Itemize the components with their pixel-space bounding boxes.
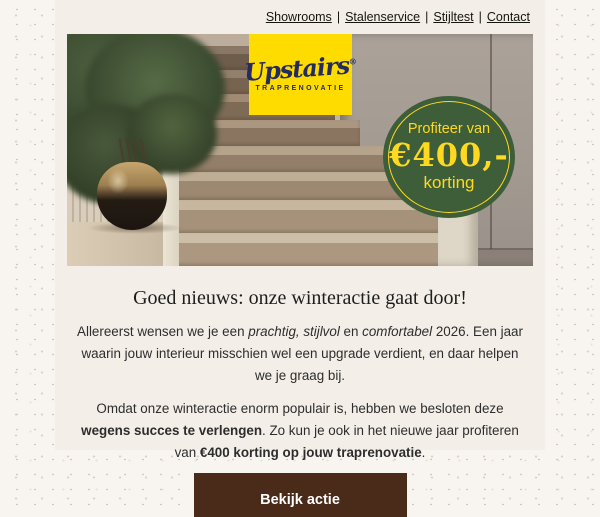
brand-logo-wordmark: Upstairs® bbox=[243, 50, 357, 87]
intro-paragraph: Allereerst wensen we je een prachtig, stijlvol en comfortabel 2026. Een jaar waarin jouw interieur misschien wel een upgrade verdient, en daar helpen we je graag bij. bbox=[77, 324, 523, 383]
staircase-step bbox=[174, 172, 420, 200]
nav-separator: | bbox=[478, 10, 482, 24]
discount-badge-line1: Profiteer van bbox=[407, 121, 491, 138]
email-container bbox=[55, 0, 545, 508]
discount-badge-ring bbox=[388, 101, 510, 213]
nav-separator: | bbox=[336, 10, 341, 24]
nav-link-stalenservice[interactable]: Stalenservice bbox=[345, 10, 421, 24]
discount-badge-line2: korting bbox=[423, 173, 475, 193]
promo-paragraph: Omdat onze winteractie enorm populair is, hebben we besloten deze wegens succes te verlengen. Zo kun je ook in het nieuwe jaar profiteren van €400 korting op jouw traprenovatie. bbox=[81, 401, 519, 460]
staircase-step bbox=[170, 200, 440, 233]
discount-badge bbox=[383, 96, 515, 218]
staircase-step bbox=[168, 233, 445, 266]
plant-pot bbox=[97, 162, 167, 230]
nav-link-stijltest[interactable]: Stijltest bbox=[433, 10, 474, 24]
nav-link-showrooms[interactable]: Showrooms bbox=[265, 10, 332, 24]
registered-trademark-icon: ® bbox=[348, 56, 357, 67]
view-promotion-button[interactable]: Bekijk actie bbox=[194, 473, 407, 517]
page-title: Goed nieuws: onze winteractie gaat door! bbox=[133, 287, 467, 309]
discount-badge-amount: €400,- bbox=[389, 135, 509, 174]
nav-link-contact[interactable]: Contact bbox=[486, 10, 530, 24]
nav-separator: | bbox=[425, 10, 429, 24]
brand-logo-badge[interactable] bbox=[243, 34, 357, 115]
top-nav bbox=[55, 0, 545, 34]
brand-logo-subtitle: TRAPRENOVATIE bbox=[255, 85, 346, 92]
hero-photo[interactable] bbox=[67, 34, 533, 266]
